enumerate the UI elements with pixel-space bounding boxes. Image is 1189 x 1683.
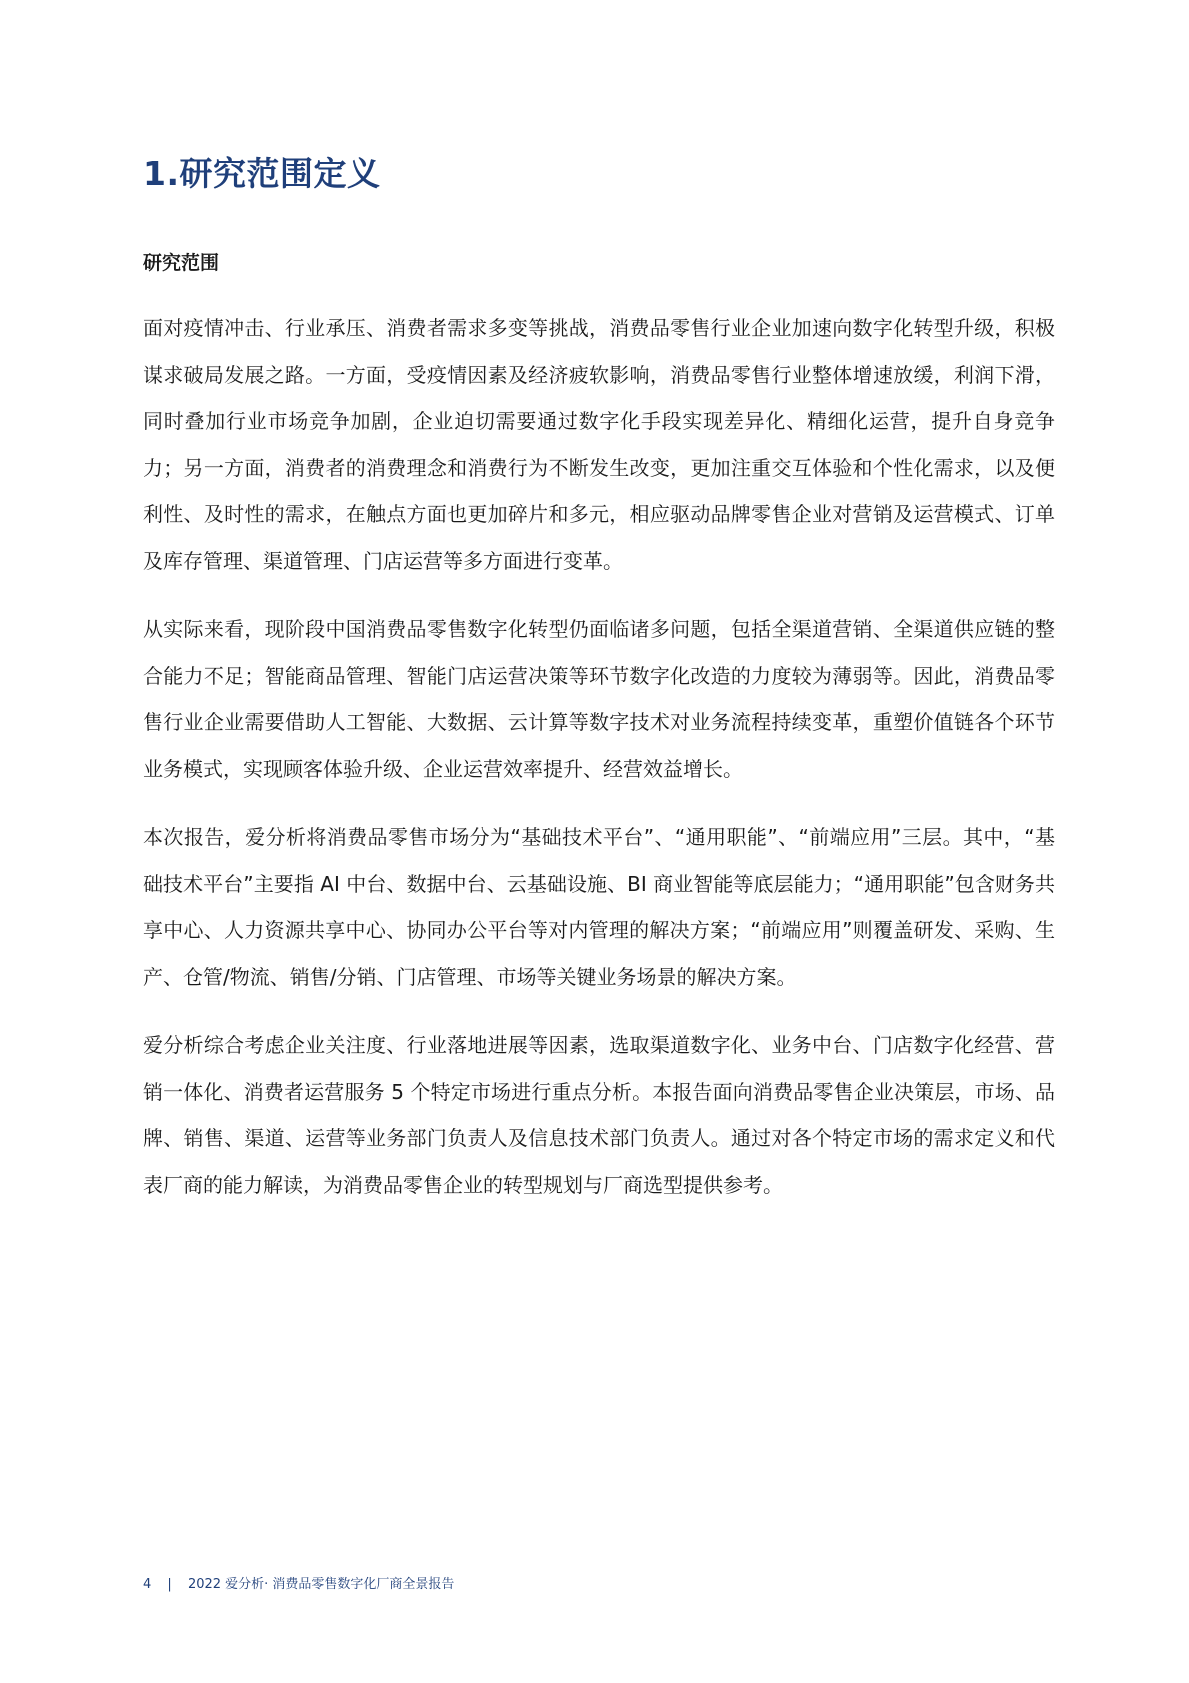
paragraph: 爱分析综合考虑企业关注度、行业落地进展等因素，选取渠道数字化、业务中台、门店数字化经营、营销一体化、消费者运营服务 5 个特定市场进行重点分析。本报告面向消费品零售企业决策层，市场、品牌、销售、渠道、运营等业务部门负责人及信息技术部门负责人。通过对各个特定市场的需求定义和代表厂商的能力解读，为消费品零售企业的转型规划与厂商选型提供参考。	[143, 1033, 1055, 1197]
report-name: 2022 爱分析· 消费品零售数字化厂商全景报告	[187, 1577, 455, 1592]
paragraph: 从实际来看，现阶段中国消费品零售数字化转型仍面临诸多问题，包括全渠道营销、全渠道供应链的整合能力不足；智能商品管理、智能门店运营决策等环节数字化改造的力度较为薄弱等。因此，消费品零售行业企业需要借助人工智能、大数据、云计算等数字技术对业务流程持续变革，重塑价值链各个环节业务模式，实现顾客体验升级、企业运营效率提升、经营效益增长。	[143, 617, 1055, 781]
section-title: 1.研究范围定义	[143, 154, 381, 193]
page-number: 4	[143, 1577, 152, 1592]
paragraph: 面对疫情冲击、行业承压、消费者需求多变等挑战，消费品零售行业企业加速向数字化转型升级，积极谋求破局发展之路。一方面，受疫情因素及经济疲软影响，消费品零售行业整体增速放缓，利润下滑，同时叠加行业市场竞争加剧，企业迫切需要通过数字化手段实现差异化、精细化运营，提升自身竞争力；另一方面，消费者的消费理念和消费行为不断发生改变，更加注重交互体验和个性化需求，以及便利性、及时性的需求，在触点方面也更加碎片和多元，相应驱动品牌零售企业对营销及运营模式、订单及库存管理、渠道管理、门店运营等多方面进行变革。	[143, 316, 1055, 573]
paragraph: 本次报告，爱分析将消费品零售市场分为“基础技术平台”、“通用职能”、“前端应用”三层。其中，“基础技术平台”主要指 AI 中台、数据中台、云基础设施、BI 商业智能等底层能力；“通用职能”包含财务共享中心、人力资源共享中心、协同办公平台等对内管理的解决方案；“前端应用”则覆盖研发、采购、生产、仓管/物流、销售/分销、门店管理、市场等关键业务场景的解决方案。	[143, 825, 1055, 989]
page-footer	[143, 1573, 454, 1592]
footer-separator: |	[167, 1577, 172, 1592]
subsection-heading: 研究范围	[143, 252, 220, 274]
body-text	[143, 305, 1055, 1230]
